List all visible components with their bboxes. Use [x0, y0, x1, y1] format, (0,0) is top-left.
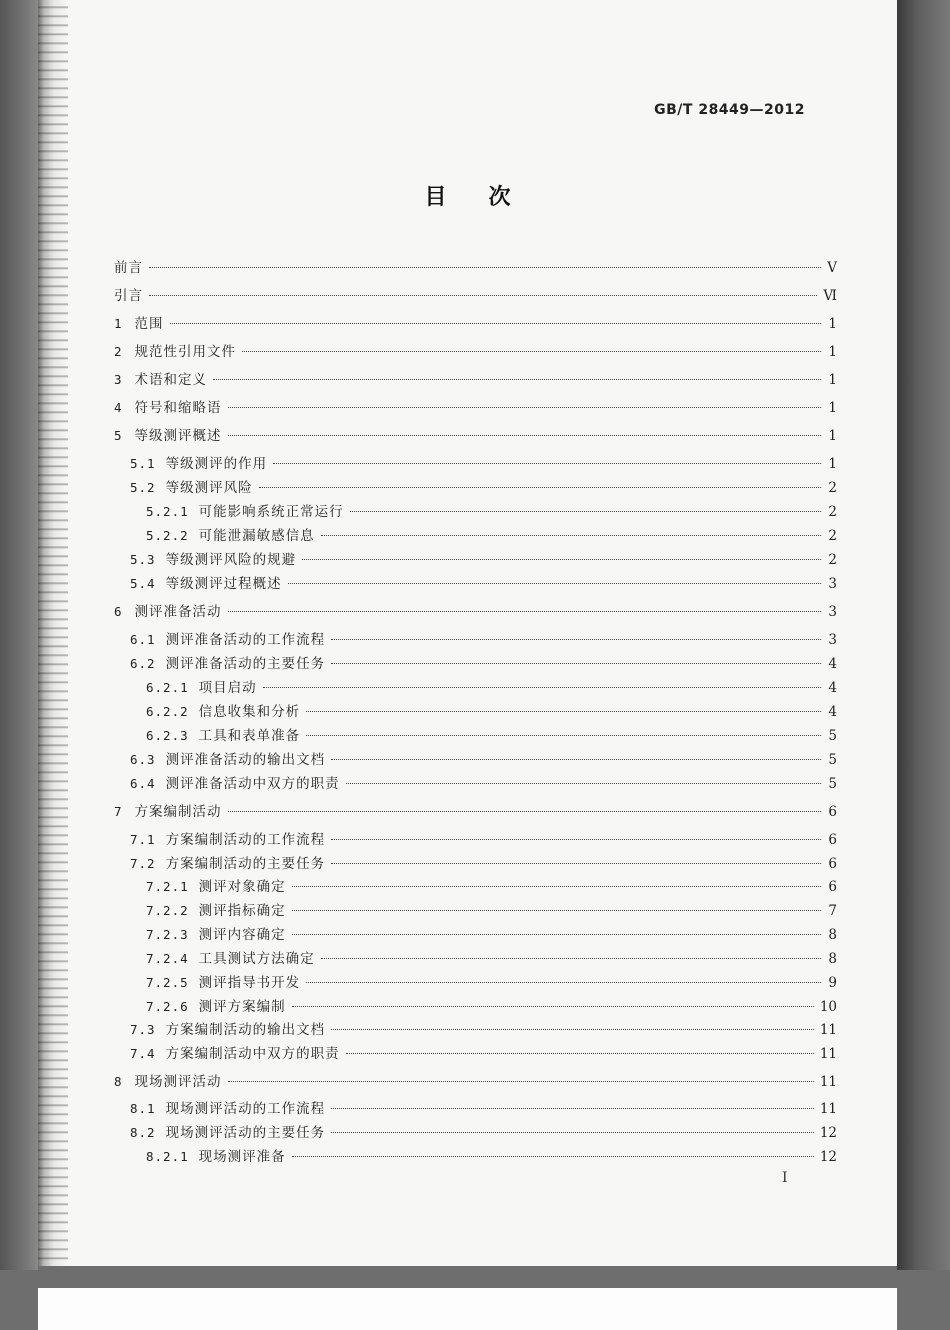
- toc-entry: [146, 949, 837, 969]
- toc-entry-number: 6.2.2: [146, 704, 189, 719]
- toc-entry-number: 8.2: [130, 1125, 156, 1140]
- toc-dot-leader: [292, 934, 821, 935]
- toc-entry-page: Ⅵ: [823, 288, 837, 304]
- toc-entry-page: 4: [828, 704, 837, 720]
- toc-entry-number: 7.2.2: [146, 903, 189, 918]
- toc-entry-title: 工具测试方法确定: [198, 951, 315, 967]
- toc-entry-page: 1: [828, 428, 837, 444]
- toc-entry: [114, 370, 837, 390]
- toc-entry: [130, 550, 837, 570]
- toc-entry-page: 1: [828, 400, 837, 416]
- toc-entry-page: 2: [828, 528, 837, 544]
- toc-entry-page: 12: [819, 1149, 837, 1165]
- toc-entry: [146, 925, 837, 945]
- toc-entry-title: 信息收集和分析: [198, 704, 301, 720]
- toc-entry-page: 11: [819, 1046, 837, 1062]
- toc-entry-title: 测评方案编制: [198, 999, 286, 1015]
- toc-entry-title: 方案编制活动的主要任务: [165, 856, 326, 872]
- toc-entry-number: 5.3: [130, 552, 156, 567]
- toc-dot-leader: [331, 839, 821, 840]
- toc-dot-leader: [242, 351, 821, 352]
- toc-dot-leader: [306, 982, 821, 983]
- toc-entry-page: 6: [828, 804, 837, 820]
- toc-entry-number: 6.3: [130, 752, 156, 767]
- scan-frame-left: [0, 0, 38, 1270]
- toc-entry: [130, 750, 837, 770]
- toc-entry-title: 工具和表单准备: [198, 728, 301, 744]
- toc-entry: [130, 574, 837, 594]
- toc-dot-leader: [306, 711, 821, 712]
- toc-dot-leader: [350, 511, 821, 512]
- toc-entry: [146, 702, 837, 722]
- toc-entry-number: 5.2: [130, 480, 156, 495]
- toc-entry-title: 方案编制活动中双方的职责: [165, 1046, 340, 1062]
- toc-entry: [146, 901, 837, 921]
- toc-entry-title: 可能影响系统正常运行: [198, 504, 344, 520]
- toc-dot-leader: [292, 1006, 814, 1007]
- toc-entry-title: 测评准备活动的工作流程: [165, 632, 326, 648]
- toc-entry-page: V: [827, 260, 837, 276]
- toc-dot-leader: [288, 583, 821, 584]
- toc-entry-number: 7.2.5: [146, 975, 189, 990]
- toc-entry: [130, 854, 837, 874]
- toc-dot-leader: [346, 783, 821, 784]
- toc-entry-page: 3: [828, 632, 837, 648]
- toc-entry: [130, 454, 837, 474]
- toc-dot-leader: [228, 407, 821, 408]
- toc-entry-page: 6: [828, 879, 837, 895]
- toc-entry-title: 等级测评风险的规避: [165, 552, 297, 568]
- toc-entry-page: 1: [828, 344, 837, 360]
- toc-entry: [114, 802, 837, 822]
- toc-entry-number: 6.4: [130, 776, 156, 791]
- toc-entry-page: 6: [828, 832, 837, 848]
- toc-entry-number: 5.4: [130, 576, 156, 591]
- document-page: [38, 0, 897, 1266]
- toc-dot-leader: [331, 863, 821, 864]
- toc-entry-number: 5.1: [130, 456, 156, 471]
- next-page-strip: [38, 1288, 897, 1330]
- toc-entry: [114, 602, 837, 622]
- toc-entry-number: 6.2.1: [146, 680, 189, 695]
- toc-entry-number: 8: [114, 1074, 123, 1089]
- toc-entry-title: 现场测评活动: [134, 1074, 222, 1090]
- toc-entry-number: 4: [114, 400, 123, 415]
- toc-entry-title: 测评指导书开发: [198, 975, 301, 991]
- toc-entry-page: 2: [828, 480, 837, 496]
- toc-entry: [114, 286, 837, 306]
- toc-entry: [114, 258, 837, 278]
- toc-entry-number: 3: [114, 372, 123, 387]
- toc-entry-title: 测评对象确定: [198, 879, 286, 895]
- toc-entry-page: 3: [828, 576, 837, 592]
- toc-dot-leader: [306, 735, 821, 736]
- toc-dot-leader: [302, 559, 821, 560]
- toc-entry: [130, 630, 837, 650]
- toc-entry: [146, 973, 837, 993]
- toc-entry: [146, 877, 837, 897]
- toc-dot-leader: [228, 1081, 814, 1082]
- toc-entry-title: 测评准备活动的输出文档: [165, 752, 326, 768]
- toc-dot-leader: [213, 379, 821, 380]
- toc-entry: [130, 1099, 837, 1119]
- toc-entry-number: 7.3: [130, 1022, 156, 1037]
- toc-entry-number: 1: [114, 316, 123, 331]
- toc-dot-leader: [331, 1108, 814, 1109]
- toc-dot-leader: [292, 1156, 814, 1157]
- toc-dot-leader: [292, 910, 821, 911]
- toc-entry-number: 5.2.2: [146, 528, 189, 543]
- toc-entry: [114, 314, 837, 334]
- scan-frame-right: [897, 0, 950, 1270]
- toc-entry: [146, 526, 837, 546]
- toc-entry: [130, 1020, 837, 1040]
- toc-entry-title: 项目启动: [198, 680, 257, 696]
- toc-entry-number: 7.2.6: [146, 999, 189, 1014]
- toc-entry-number: 7: [114, 804, 123, 819]
- toc-entry-number: 7.1: [130, 832, 156, 847]
- toc-dot-leader: [346, 1053, 814, 1054]
- toc-entry: [130, 478, 837, 498]
- toc-dot-leader: [331, 1029, 814, 1030]
- toc-entry-number: 8.1: [130, 1101, 156, 1116]
- toc-entry: [130, 1044, 837, 1064]
- toc-dot-leader: [259, 487, 821, 488]
- toc-entry-page: 11: [819, 1022, 837, 1038]
- toc-entry-page: 8: [828, 951, 837, 967]
- toc-entry-title: 引言: [114, 288, 143, 304]
- toc-dot-leader: [331, 663, 821, 664]
- toc-dot-leader: [228, 435, 821, 436]
- toc-entry-number: 5: [114, 428, 123, 443]
- toc-entry-number: 6.1: [130, 632, 156, 647]
- toc-entry: [114, 426, 837, 446]
- toc-entry-title: 测评准备活动的主要任务: [165, 656, 326, 672]
- toc-entry-title: 方案编制活动: [134, 804, 222, 820]
- toc-entry: [114, 342, 837, 362]
- toc-entry-number: 5.2.1: [146, 504, 189, 519]
- toc-dot-leader: [321, 958, 821, 959]
- toc-entry-number: 2: [114, 344, 123, 359]
- toc-entry-page: 7: [828, 903, 837, 919]
- toc-entry-title: 范围: [134, 316, 164, 332]
- toc-entry-page: 5: [828, 752, 837, 768]
- toc-entry-number: 6.2.3: [146, 728, 189, 743]
- toc-entry-page: 8: [828, 927, 837, 943]
- toc-entry-page: 5: [828, 728, 837, 744]
- toc-entry-title: 测评准备活动中双方的职责: [165, 776, 340, 792]
- toc-entry-page: 12: [819, 1125, 837, 1141]
- toc-entry-page: 4: [828, 656, 837, 672]
- toc-dot-leader: [321, 535, 821, 536]
- toc-entry: [146, 502, 837, 522]
- toc-entry: [114, 398, 837, 418]
- toc-entry: [146, 678, 837, 698]
- toc-entry-title: 规范性引用文件: [134, 344, 237, 360]
- toc-entry-number: 7.2: [130, 856, 156, 871]
- toc-entry-title: 方案编制活动的输出文档: [165, 1022, 326, 1038]
- toc-entry: [130, 1123, 837, 1143]
- toc-entry-number: 6: [114, 604, 123, 619]
- toc-entry-page: 11: [819, 1074, 837, 1090]
- toc-entry: [130, 774, 837, 794]
- toc-entry-title: 测评指标确定: [198, 903, 286, 919]
- toc-entry-title: 现场测评准备: [198, 1149, 286, 1165]
- toc-entry-title: 等级测评过程概述: [165, 576, 282, 592]
- toc-entry-title: 符号和缩略语: [134, 400, 222, 416]
- toc-title-char-1: 目: [424, 185, 447, 210]
- toc-entry-page: 2: [828, 552, 837, 568]
- standard-number: GB/T 28449—2012: [654, 102, 805, 118]
- toc-dot-leader: [228, 811, 821, 812]
- toc-entry: [114, 1072, 837, 1092]
- toc-entry-title: 方案编制活动的工作流程: [165, 832, 326, 848]
- toc-entry: [146, 997, 837, 1017]
- toc-entry-number: 7.4: [130, 1046, 156, 1061]
- toc-entry-title: 现场测评活动的工作流程: [165, 1101, 326, 1117]
- toc-entry: [130, 654, 837, 674]
- toc-entry: [146, 1147, 837, 1167]
- toc-entry: [130, 830, 837, 850]
- toc-entry-page: 3: [828, 604, 837, 620]
- toc-dot-leader: [149, 295, 817, 296]
- toc-dot-leader: [149, 267, 821, 268]
- toc-dot-leader: [331, 1132, 814, 1133]
- toc-entry-number: 6.2: [130, 656, 156, 671]
- toc-entry-page: 2: [828, 504, 837, 520]
- toc-entry: [146, 726, 837, 746]
- toc-dot-leader: [263, 687, 821, 688]
- toc-entry-page: 10: [819, 999, 837, 1015]
- toc-entry-title: 术语和定义: [134, 372, 208, 388]
- toc-entry-number: 7.2.1: [146, 879, 189, 894]
- toc-entry-title: 现场测评活动的主要任务: [165, 1125, 326, 1141]
- toc-title: [38, 180, 897, 211]
- toc-entry-title: 前言: [114, 260, 143, 276]
- toc-dot-leader: [170, 323, 821, 324]
- toc-entry-title: 等级测评概述: [134, 428, 222, 444]
- toc-entry-title: 等级测评的作用: [165, 456, 268, 472]
- toc-entry-page: 1: [828, 316, 837, 332]
- toc-title-char-2: 次: [488, 185, 511, 210]
- toc-entry-number: 7.2.3: [146, 927, 189, 942]
- toc-entry-title: 等级测评风险: [165, 480, 253, 496]
- toc-entry-number: 7.2.4: [146, 951, 189, 966]
- toc-entry-page: 1: [828, 372, 837, 388]
- toc-entry-page: 6: [828, 856, 837, 872]
- toc-entry-title: 测评内容确定: [198, 927, 286, 943]
- toc-dot-leader: [228, 611, 821, 612]
- toc-entry-page: 1: [828, 456, 837, 472]
- page-number: I: [782, 1170, 788, 1186]
- toc-dot-leader: [331, 759, 821, 760]
- toc-dot-leader: [292, 886, 821, 887]
- toc-dot-leader: [331, 639, 821, 640]
- toc-entry-page: 9: [828, 975, 837, 991]
- toc-entry-page: 11: [819, 1101, 837, 1117]
- toc-entry-title: 测评准备活动: [134, 604, 222, 620]
- toc-entry-page: 4: [828, 680, 837, 696]
- toc-entry-page: 5: [828, 776, 837, 792]
- toc-entry-title: 可能泄漏敏感信息: [198, 528, 315, 544]
- toc-dot-leader: [273, 463, 821, 464]
- toc-entry-number: 8.2.1: [146, 1149, 189, 1164]
